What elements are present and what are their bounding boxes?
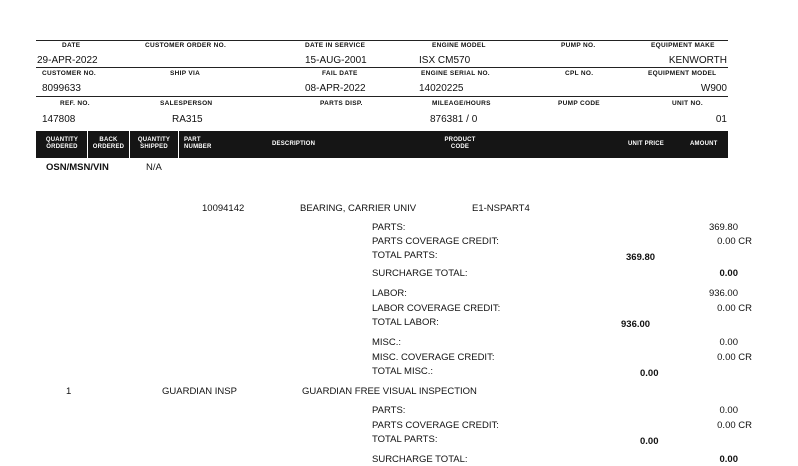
item-description: GUARDIAN FREE VISUAL INSPECTION <box>302 386 477 397</box>
line-label: PARTS: <box>372 405 406 416</box>
engine-model-value: ISX CM570 <box>419 55 471 66</box>
line-unit: 369.80 <box>626 252 656 263</box>
unit-no-value: 01 <box>715 114 727 125</box>
equipment-make-label: EQUIPMENT MAKE <box>651 42 715 49</box>
line-label: PARTS COVERAGE CREDIT: <box>372 236 499 247</box>
ref-no-label: REF. NO. <box>60 100 90 107</box>
line-amount: 0.00 CR <box>717 303 752 314</box>
salesperson-value: RA315 <box>172 114 203 125</box>
ref-no-value: 147808 <box>42 114 76 125</box>
col-back-ordered: BACK ORDERED <box>92 137 125 150</box>
mileage-hours-value: 876381 / 0 <box>430 114 478 125</box>
pump-code-label: PUMP CODE <box>558 100 600 107</box>
mileage-hours-label: MILEAGE/HOURS <box>432 100 491 107</box>
line-unit: 0.00 <box>640 436 659 447</box>
date-in-service-value: 15-AUG-2001 <box>305 55 367 66</box>
line-label: LABOR: <box>372 288 407 299</box>
col-quantity-shipped: QUANTITY SHIPPED <box>137 137 171 150</box>
equipment-model-label: EQUIPMENT MODEL <box>648 70 717 77</box>
col-part-number: PART NUMBER <box>184 137 212 150</box>
item-part-number: 10094142 <box>202 203 245 214</box>
line-amount: 0.00 <box>719 268 738 279</box>
line-amount: 0.00 CR <box>717 420 752 431</box>
customer-order-label: CUSTOMER ORDER NO. <box>145 42 227 49</box>
col-unit-price: UNIT PRICE <box>628 141 665 147</box>
date-label: DATE <box>62 42 81 49</box>
osn-value: N/A <box>146 162 162 173</box>
line-amount: 936.00 <box>708 288 738 299</box>
equipment-model-value: W900 <box>700 83 727 94</box>
cpl-no-label: CPL NO. <box>565 70 594 77</box>
header-rule-3 <box>36 96 728 97</box>
line-unit: 936.00 <box>621 319 651 330</box>
col-sep <box>178 131 179 158</box>
col-product-code: PRODUCT CODE <box>444 137 476 150</box>
line-amount: 0.00 <box>719 337 738 348</box>
item-product-code: E1-NSPART4 <box>472 203 530 214</box>
customer-no-label: CUSTOMER NO. <box>42 70 97 77</box>
line-label: MISC.: <box>372 337 402 348</box>
header-rule-2 <box>36 67 728 68</box>
unit-no-label: UNIT NO. <box>672 100 703 107</box>
line-label: SURCHARGE TOTAL: <box>372 268 468 279</box>
line-unit: 0.00 <box>640 368 659 379</box>
date-value: 29-APR-2022 <box>37 55 98 66</box>
col-description: DESCRIPTION <box>272 141 316 147</box>
customer-no-value: 8099633 <box>42 83 81 94</box>
ship-via-label: SHIP VIA <box>170 70 201 77</box>
engine-serial-label: ENGINE SERIAL NO. <box>421 70 490 77</box>
line-amount: 0.00 <box>719 405 738 416</box>
col-quantity-ordered: QUANTITY ORDERED <box>45 137 79 150</box>
item-quantity: 1 <box>66 386 72 397</box>
line-label: PARTS: <box>372 222 406 233</box>
line-amount: 0.00 CR <box>717 236 752 247</box>
pump-no-label: PUMP NO. <box>561 42 596 49</box>
line-label: TOTAL MISC.: <box>372 366 434 377</box>
line-amount: 0.00 CR <box>717 352 752 363</box>
engine-serial-value: 14020225 <box>419 83 464 94</box>
parts-disp-label: PARTS DISP. <box>320 100 363 107</box>
line-label: TOTAL PARTS: <box>372 250 438 261</box>
line-amount: 0.00 <box>719 454 738 465</box>
item-part-number: GUARDIAN INSP <box>162 386 237 397</box>
osn-label: OSN/MSN/VIN <box>46 162 109 173</box>
equipment-make-value: KENWORTH <box>668 55 727 66</box>
salesperson-label: SALESPERSON <box>160 100 213 107</box>
fail-date-value: 08-APR-2022 <box>305 83 366 94</box>
line-label: PARTS COVERAGE CREDIT: <box>372 420 499 431</box>
line-label: LABOR COVERAGE CREDIT: <box>372 303 501 314</box>
line-label: TOTAL LABOR: <box>372 317 439 328</box>
header-top-rule <box>36 40 728 41</box>
item-description: BEARING, CARRIER UNIV <box>300 203 417 214</box>
col-amount: AMOUNT <box>690 141 718 147</box>
engine-model-label: ENGINE MODEL <box>432 42 486 49</box>
fail-date-label: FAIL DATE <box>322 70 358 77</box>
line-label: TOTAL PARTS: <box>372 434 438 445</box>
date-in-service-label: DATE IN SERVICE <box>305 42 366 49</box>
line-label: SURCHARGE TOTAL: <box>372 454 468 465</box>
line-amount: 369.80 <box>708 222 738 233</box>
line-label: MISC. COVERAGE CREDIT: <box>372 352 495 363</box>
